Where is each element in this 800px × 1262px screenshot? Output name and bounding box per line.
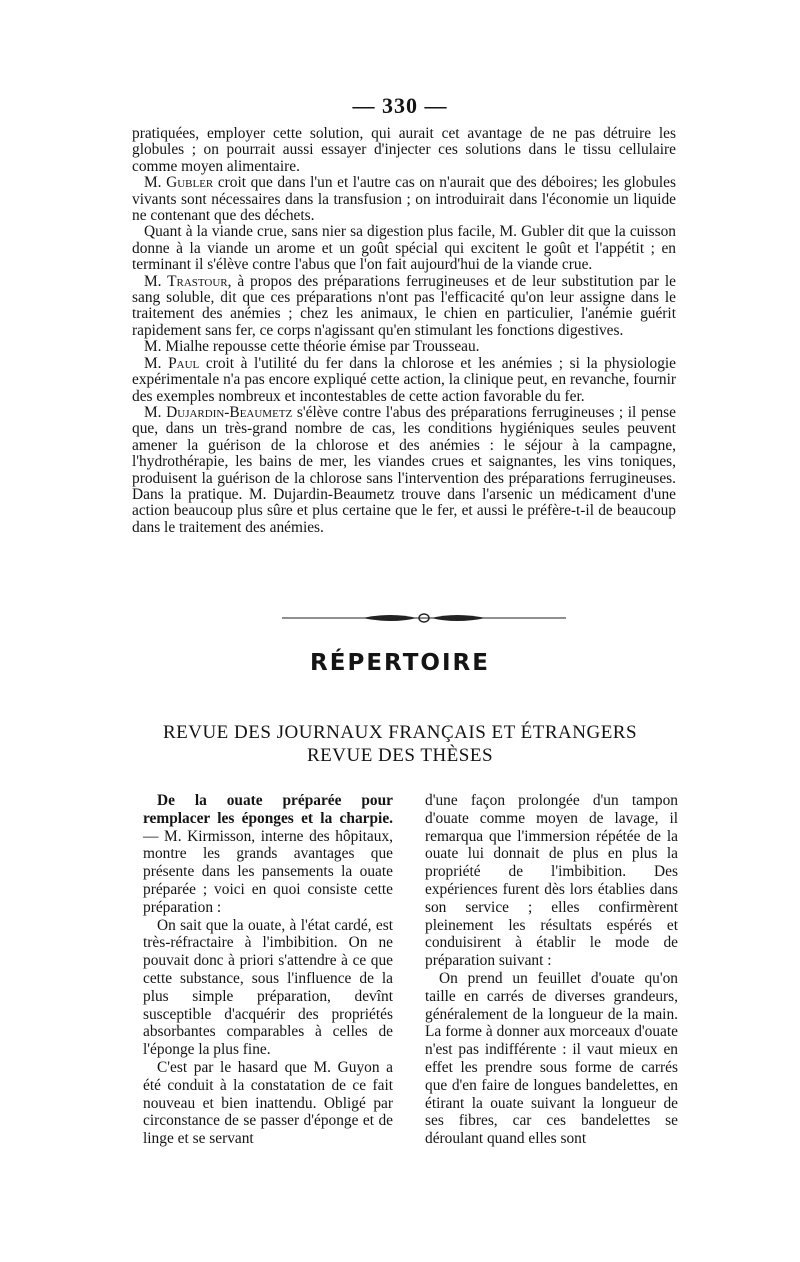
top-text-block — [132, 126, 676, 536]
section-heading: RÉPERTOIRE — [310, 650, 490, 676]
subheading-journals: REVUE DES JOURNAUX FRANÇAIS ET ÉTRANGERS — [162, 722, 638, 743]
article-lead-paragraph: De la ouate préparée pour remplacer les éponges et la charpie. — M. Kirmisson, interne des hôpitaux, montre les grands avantages que présente dans les pansements la ouate préparée ; voici en quoi consiste cette préparation : — [143, 792, 393, 916]
speaker-name: M. Trastour — [144, 272, 228, 290]
paragraph: pratiquées, employer cette solution, qui aurait cet avantage de ne pas détruire les globules ; on pourrait aussi essayer d'injecter ces solutions dans le tissu cellulaire comme moyen alimentaire. — [132, 125, 676, 175]
left-column — [143, 792, 393, 1148]
paragraph: On sait que la ouate, à l'état cardé, est très-réfractaire à l'imbibition. On ne pouvait donc à priori s'attendre à ce que cette substance, sous l'influence de la plus simple préparation, devînt susceptible d'acquérir des propriétés absorbantes comparables à celles de l'éponge la plus fine. — [143, 916, 393, 1059]
paragraph: Quant à la viande crue, sans nier sa digestion plus facile, M. Gubler dit que la cuisson donne à la viande un arome et un goût spécial qui excitent le goût et l'appétit ; en terminant il s'élève contre l'abus que l'on fait aujourd'hui de la viande crue. — [132, 223, 676, 274]
paragraph: d'une façon prolongée d'un tampon d'ouate comme moyen de lavage, il remarqua que l'immersion répétée de la ouate lui donnait de plus en plus la propriété de l'imbibition. Des expériences furent dès lors établies dans son service ; elles confirmèrent pleinement les résultats espérés et conduisirent à établir le mode de préparation suivant : — [425, 792, 678, 970]
paragraph-paul: M. Paul croit à l'utilité du fer dans la chlorose et les anémies ; si la physiologie expérimentale n'a pas encore expliqué cette action, la clinique peut, en revanche, fournir des exemples nombreux et incontestables de cette action favorable du fer. — [132, 354, 676, 405]
paragraph-dujardin: M. Dujardin-Beaumetz s'élève contre l'abus des préparations ferrugineuses ; il pense que, dans un très-grand nombre de cas, les conditions hygiéniques seules peuvent amener la guérison de la chlorose et des anémies : le séjour à la campagne, l'hydrothérapie, les bains de mer, les viandes crues et saignantes, les vins toniques, produisent la guérison de la chlorose sans l'intervention des préparations ferrugineuses. Dans la pratique. M. Dujardin-Beaumetz trouve dans l'arsenic un médicament d'une action beaucoup plus sûre et plus certaine que le fer, et aussi le préfère-t-il de beaucoup dans le traitement des anémies. — [132, 403, 676, 536]
speaker-name: M. Paul — [144, 354, 200, 372]
speaker-name: M. Gubler — [144, 174, 214, 192]
subheading-theses: REVUE DES THÈSES — [306, 745, 494, 766]
speaker-name: M. Dujardin-Beaumetz — [144, 403, 293, 421]
page-number: — 330 — — [352, 93, 448, 118]
right-column — [425, 792, 678, 1148]
ornamental-divider — [282, 612, 566, 624]
paragraph: C'est par le hasard que M. Guyon a été conduit à la constatation de ce fait nouveau et bien inattendu. Obligé par circonstance de se passer d'éponge et de linge et se servant — [143, 1058, 393, 1148]
paragraph: M. Mialhe repousse cette théorie émise par Trousseau. — [144, 338, 480, 356]
paragraph-trastour: M. Trastour, à propos des préparations ferrugineuses et de leur substitution par le sang soluble, dit que ces préparations n'ont pas l'efficacité qu'on leur assigne dans le traitement des anémies ; chez les animaux, le chien en particulier, l'anémie guérit rapidement sans fer, ce corps n'agissant qu'en stimulant les fonctions digestives. — [132, 272, 676, 339]
paragraph: On prend un feuillet d'ouate qu'on taille en carrés de diverses grandeurs, généralement de la longueur de la main. La forme à donner aux morceaux d'ouate n'est pas indifférente : il vaut mieux en effet les prendre sous forme de carrés que d'en faire de longues bandelettes, en étirant la ouate suivant la longueur de ses fibres, car ces bandelettes se déroulant quand elles sont — [425, 969, 678, 1148]
paragraph-gubler: M. Gubler croit que dans l'un et l'autre cas on n'aurait que des déboires; les globules vivants sont nécessaires dans la transfusion ; on introduirait dans l'économie un liquide ne contenant que des déchets. — [132, 174, 676, 225]
article-title: De la ouate préparée pour remplacer les éponges et la charpie. — [143, 792, 393, 827]
